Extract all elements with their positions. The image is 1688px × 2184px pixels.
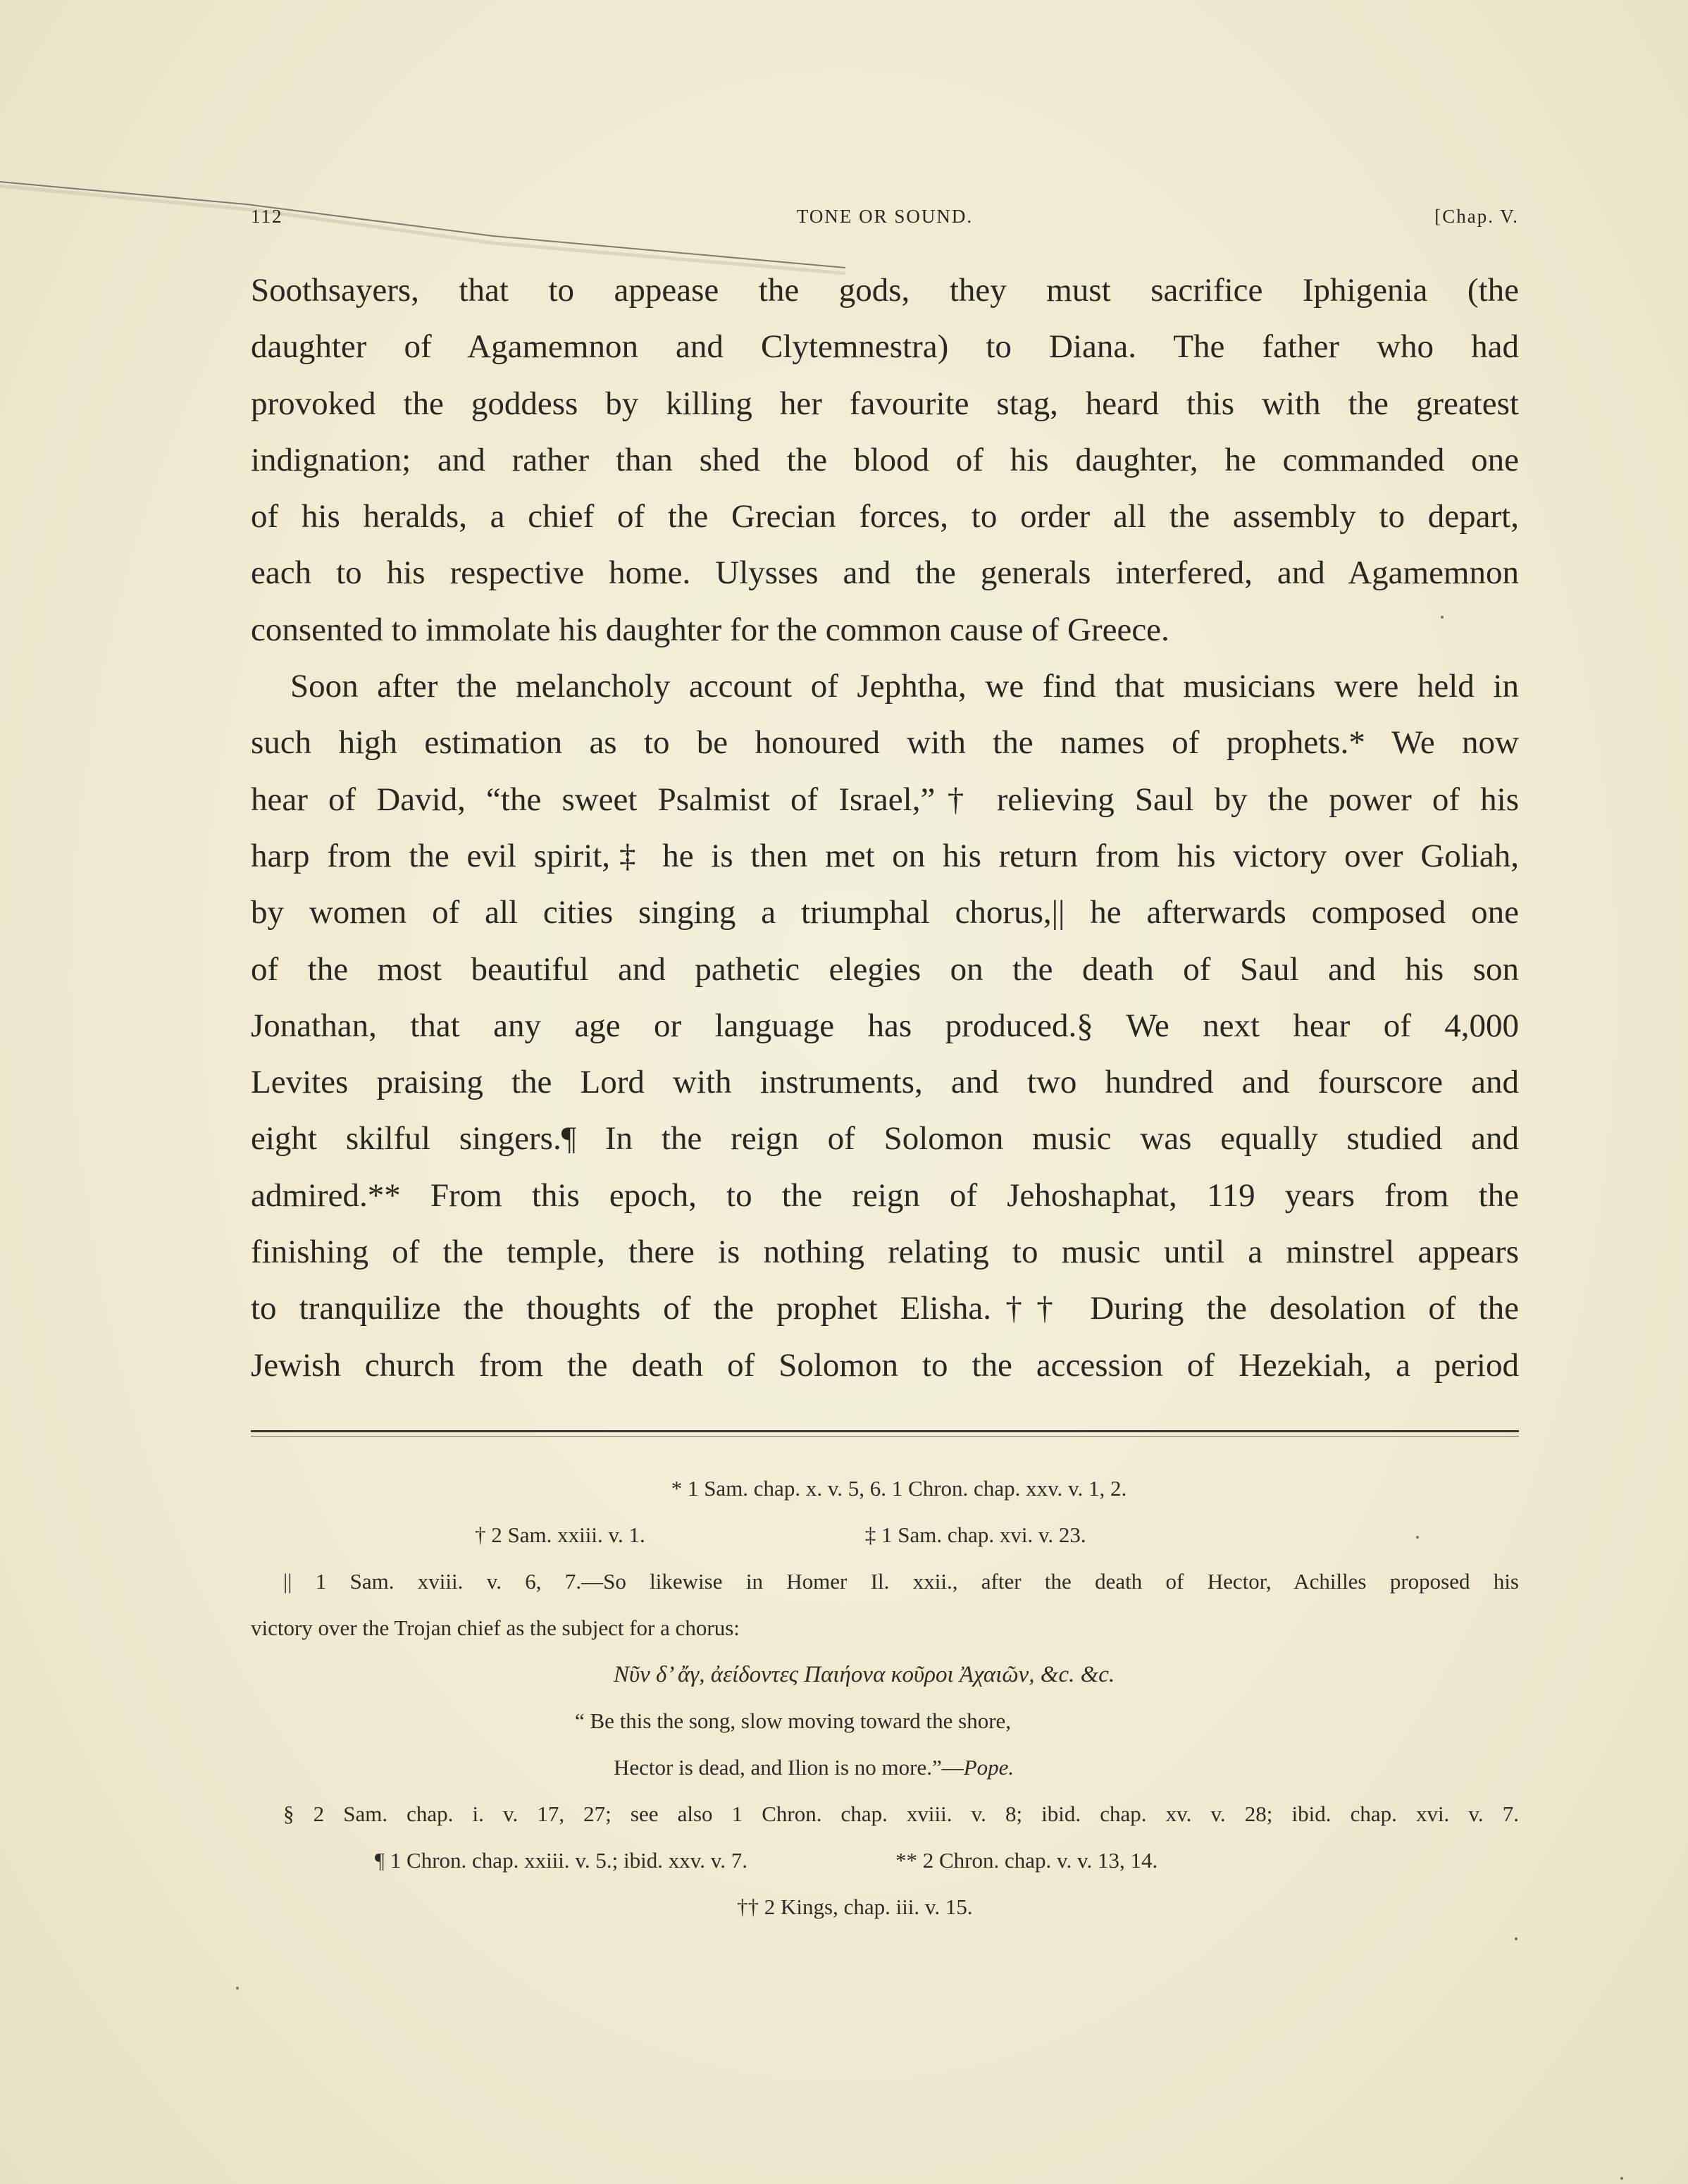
paper-speck [1416,1536,1419,1539]
body-text [251,262,1519,1394]
text-line: daughter of Agamemnon and Clytemnestra) to Diana. The father who had [251,328,1519,366]
verse-line-2 [251,1744,1519,1791]
text-line: of his heralds, a chief of the Grecian forces, to order all the assembly to depart, [251,498,1519,535]
text-line: harp from the evil spirit,‡ he is then met on his return from his victory over Goliah, [251,837,1519,874]
text-line: consented to immolate his daughter for the common cause of Greece. [251,611,1169,648]
footnote-double-star: ** 2 Chron. chap. v. v. 13, 14. [895,1848,1158,1873]
text-line: by women of all cities singing a triumphal chorus,|| he afterwards composed one [251,894,1519,931]
text-line: admired.** From this epoch, to the reign of Jehoshaphat, 119 years from the [251,1177,1519,1214]
footnote-2-row [251,1512,1519,1558]
text-line: Jewish church from the death of Solomon to the accession of Hezekiah, a period [251,1346,1519,1384]
verse-author: Pope. [963,1755,1014,1780]
paper-speck [1515,1937,1518,1940]
footnotes [251,1465,1519,1930]
footnote-3-cont: victory over the Trojan chief as the subject for a chorus: [251,1615,740,1640]
running-header [251,206,1519,234]
text-line: provoked the goddess by killing her favourite stag, heard this with the greatest [251,385,1519,422]
text-line: Soothsayers, that to appease the gods, they must sacrifice Iphigenia (the [251,272,1519,309]
footnote-6-row [251,1837,1519,1884]
page-number: 112 [251,206,283,227]
greek-quote: Νῦν δ’ ἄγ, ἀείδοντες Παιήονα κοῦροι Ἀχαιῶν, &c. &c. [614,1662,1115,1687]
text-line: hear of David, “the sweet Psalmist of Israel,”† relieving Saul by the power of his [251,781,1519,818]
text-line: eight skilful singers.¶ In the reign of Solomon music was equally studied and [251,1120,1519,1158]
footnote-divider [251,1430,1519,1437]
text-line: Jonathan, that any age or language has produced.§ We next hear of 4,000 [251,1007,1519,1044]
text-line: each to his respective home. Ulysses and the generals interfered, and Agamemnon [251,554,1519,592]
text-line: finishing of the temple, there is nothing relating to music until a minstrel appears [251,1234,1519,1271]
verse-line-2-text: Hector is dead, and Ilion is no more.”— [614,1755,964,1780]
footnote-1: * 1 Sam. chap. x. v. 5, 6. 1 Chron. chap. xxv. v. 1, 2. [671,1476,1127,1501]
paper-speck [236,1987,239,1990]
footnote-7: †† 2 Kings, chap. iii. v. 15. [737,1894,973,1919]
footnote-dagger: † 2 Sam. xxiii. v. 1. [475,1522,645,1547]
running-title: TONE OR SOUND. [796,206,974,227]
footnote-pilcrow: ¶ 1 Chron. chap. xxiii. v. 5.; ibid. xxv. v. 7. [375,1848,747,1873]
paper-speck [1441,616,1444,619]
footnote-double-dagger: ‡ 1 Sam. chap. xvi. v. 23. [864,1522,1086,1547]
text-line: of the most beautiful and pathetic elegies on the death of Saul and his son [251,950,1519,988]
footnote-5: § 2 Sam. chap. i. v. 17, 27; see also 1 Chron. chap. xviii. v. 8; ibid. chap. xv. v. 28; ibid. chap. xvi. v. 7. [283,1801,1519,1826]
text-line: Levites praising the Lord with instruments, and two hundred and fourscore and [251,1064,1519,1101]
text-line: Soon after the melancholy account of Jephtha, we find that musicians were held in [290,668,1519,705]
text-line: to tranquilize the thoughts of the prophet Elisha.†† During the desolation of the [251,1290,1519,1327]
footnote-3: || 1 Sam. xviii. v. 6, 7.—So likewise in Homer Il. xxii., after the death of Hector, Achilles proposed his [283,1569,1519,1594]
verse-line-1: “ Be this the song, slow moving toward the shore, [575,1708,1012,1733]
text-line: indignation; and rather than shed the blood of his daughter, he commanded one [251,441,1519,478]
text-line: such high estimation as to be honoured with the names of prophets.* We now [251,724,1519,762]
paper-speck [1620,2177,1623,2180]
chapter-label: [Chap. V. [1434,206,1519,227]
